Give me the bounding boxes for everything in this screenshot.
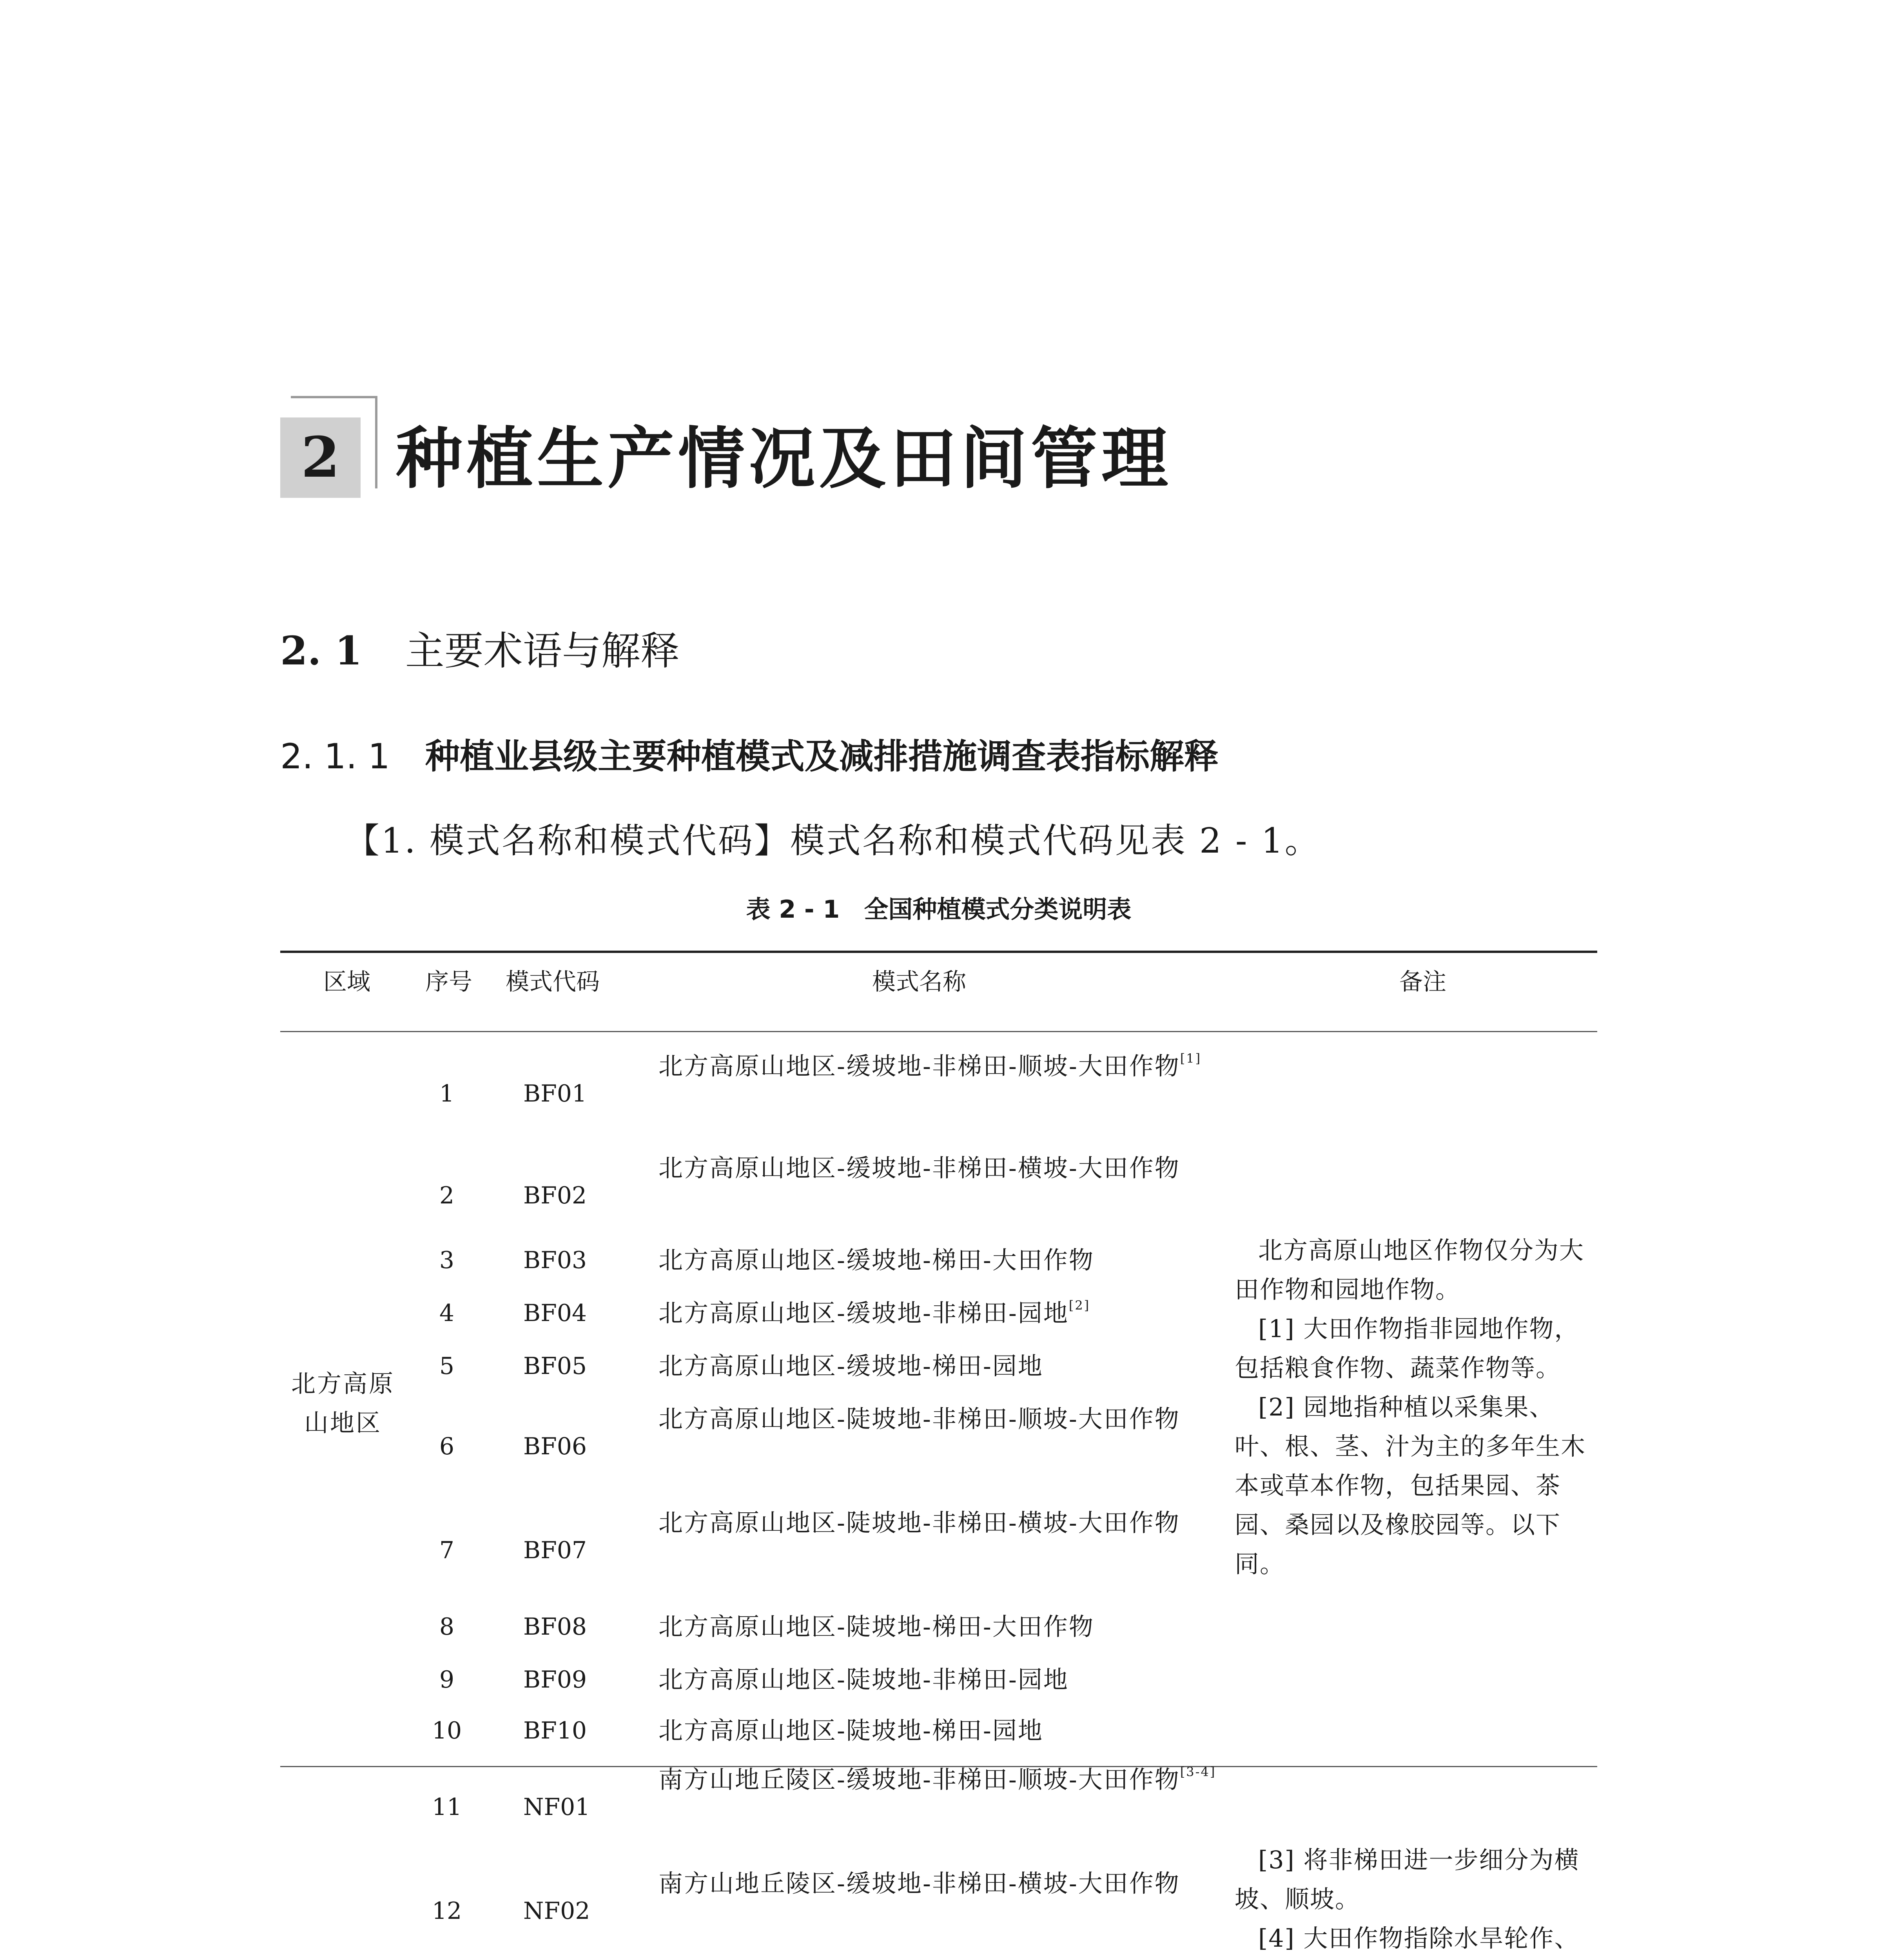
- header-code: 模式代码: [506, 968, 600, 996]
- subsection-number: 2. 1. 1: [280, 736, 390, 777]
- row-name: [635, 1611, 1223, 1642]
- section-number: 2. 1: [280, 628, 362, 674]
- note-cell: [1235, 1840, 1599, 1960]
- row-index: 3: [439, 1247, 455, 1274]
- row-name: [635, 1350, 1223, 1382]
- row-index: 11: [432, 1793, 462, 1821]
- row-name-text: 北方高原山地区-陡坡地-非梯田-横坡-大田作物: [658, 1508, 1180, 1537]
- row-index: 1: [439, 1080, 455, 1107]
- section-heading: [280, 625, 680, 677]
- chapter-number: 2: [301, 425, 340, 490]
- row-code: BF07: [523, 1537, 587, 1564]
- row-index: 8: [439, 1613, 455, 1641]
- row-index: 6: [439, 1433, 455, 1460]
- subsection-heading: [280, 733, 1219, 780]
- row-name: [635, 1143, 1223, 1194]
- row-name: [635, 1715, 1223, 1746]
- row-name: [635, 1245, 1223, 1276]
- header-name: 模式名称: [872, 968, 966, 996]
- row-name-text: 北方高原山地区-陡坡地-梯田-园地: [658, 1716, 1043, 1745]
- row-name-text: 北方高原山地区-缓坡地-梯田-园地: [658, 1352, 1043, 1380]
- row-index: 7: [439, 1537, 455, 1564]
- header-region: 区域: [323, 968, 370, 996]
- note-line: [3] 将非梯田进一步细分为横坡、顺坡。: [1235, 1846, 1580, 1913]
- row-name-text: 北方高原山地区-陡坡地-非梯田-顺坡-大田作物: [658, 1405, 1180, 1433]
- row-name: [635, 1754, 1223, 1805]
- note-line: [1] 大田作物指非园地作物，包括粮食作物、蔬菜作物等。: [1235, 1314, 1580, 1382]
- row-code: BF02: [523, 1182, 587, 1209]
- header-index: 序号: [425, 968, 472, 996]
- row-code: BF05: [523, 1352, 587, 1380]
- row-name: [635, 1394, 1223, 1445]
- row-index: 4: [439, 1299, 455, 1327]
- note-line: [4] 大田作物指除水旱轮作、: [1258, 1924, 1580, 1953]
- row-index: 5: [439, 1352, 455, 1380]
- row-name-text: 南方山地丘陵区-缓坡地-非梯田-顺坡-大田作物: [658, 1765, 1180, 1794]
- row-code: BF03: [523, 1247, 587, 1274]
- row-code: NF02: [523, 1897, 590, 1925]
- subsection-title: 种植业县级主要种植模式及减排措施调查表指标解释: [425, 736, 1219, 777]
- note-line: 北方高原山地区作物仅分为大田作物和园地作物。: [1235, 1236, 1585, 1304]
- row-name-text: 南方山地丘陵区-缓坡地-非梯田-横坡-大田作物: [658, 1869, 1180, 1898]
- row-name-text: 北方高原山地区-缓坡地-非梯田-横坡-大田作物: [658, 1154, 1180, 1182]
- row-code: BF06: [523, 1433, 587, 1460]
- row-code: BF08: [523, 1613, 587, 1641]
- row-name-text: 北方高原山地区-缓坡地-非梯田-顺坡-大田作物: [658, 1052, 1180, 1080]
- row-code: BF09: [523, 1666, 587, 1693]
- header-note: 备注: [1399, 968, 1446, 996]
- section-title: 主要术语与解释: [405, 628, 680, 674]
- row-index: 9: [439, 1666, 455, 1693]
- footnote-ref: [1]: [1180, 1051, 1202, 1066]
- body-paragraph: 【1. 模式名称和模式代码】模式名称和模式代码见表 2 - 1。: [345, 820, 1321, 861]
- row-code: BF04: [523, 1299, 587, 1327]
- row-code: BF01: [523, 1080, 587, 1107]
- row-index: 2: [439, 1182, 455, 1209]
- row-name-text: 北方高原山地区-缓坡地-梯田-大田作物: [658, 1246, 1094, 1274]
- table-caption: 表 2 - 1 全国种植模式分类说明表: [746, 895, 1132, 924]
- row-code: BF10: [523, 1717, 587, 1744]
- chapter-title: 种植生产情况及田间管理: [396, 419, 1172, 498]
- footnote-ref: [3-4]: [1180, 1764, 1216, 1779]
- region-cell: 北方高原山地区: [291, 1369, 395, 1437]
- table-header-rule: [280, 1031, 1597, 1032]
- row-name: [635, 1664, 1223, 1695]
- footnote-ref: [2]: [1068, 1298, 1090, 1313]
- row-index: 10: [432, 1717, 462, 1744]
- row-index: 12: [432, 1897, 462, 1925]
- row-name-text: 北方高原山地区-缓坡地-非梯田-园地: [658, 1299, 1069, 1327]
- row-name: [635, 1497, 1223, 1548]
- row-name-text: 北方高原山地区-陡坡地-梯田-大田作物: [658, 1612, 1094, 1641]
- table-top-rule: [280, 951, 1597, 953]
- row-name: [635, 1298, 1223, 1329]
- row-name-text: 北方高原山地区-陡坡地-非梯田-园地: [658, 1665, 1069, 1694]
- row-code: NF01: [523, 1793, 590, 1821]
- row-name: [635, 1858, 1223, 1909]
- note-cell: [1235, 1231, 1599, 1584]
- row-name: [635, 1041, 1223, 1092]
- note-line: [2] 园地指种植以采集果、叶、根、茎、汁为主的多年生木本或草本作物，包括果园、茶园、桑园以及橡胶园等。以下同。: [1235, 1393, 1586, 1578]
